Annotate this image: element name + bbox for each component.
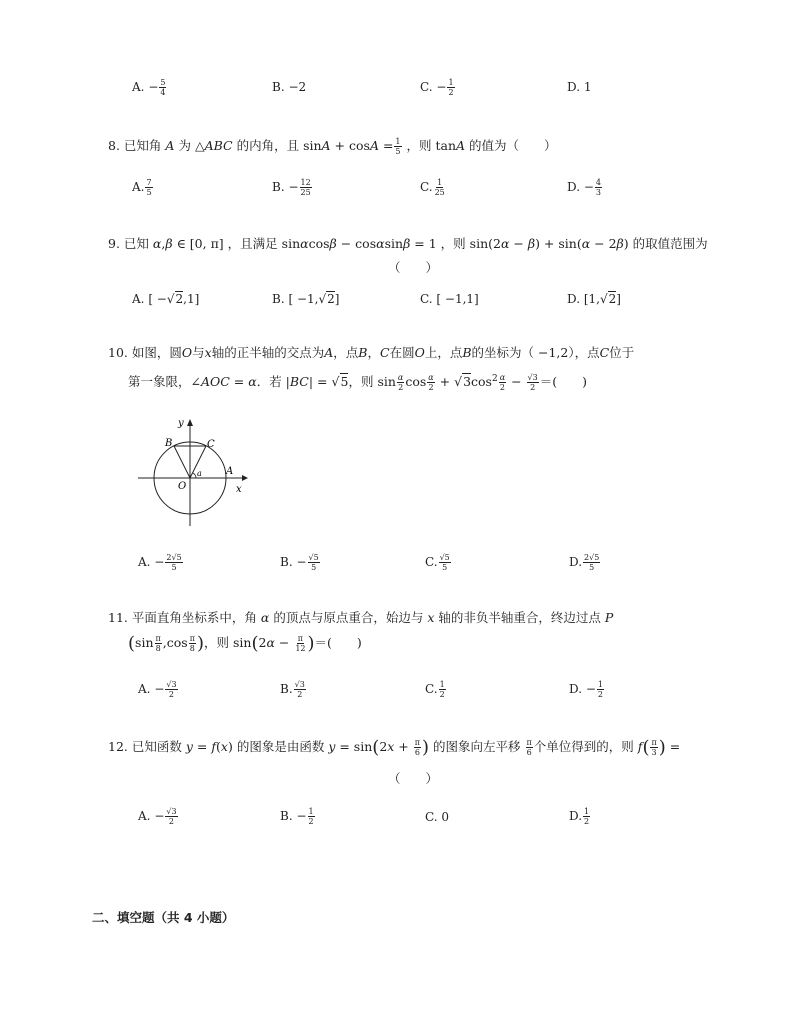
q11-option-b: B. $\frac{√3}{2}$ [280, 680, 305, 699]
question-12: 12. 已知函数 y = f(x) 的图象是由函数 y = sin(2x + $\frac{\pi}{6}$ ) 的图象向左平移 $\frac{\pi}{6}$ 个单位得到的，则 f( $\frac{\pi}{3}$ ) = [108, 737, 681, 758]
question-10-line-2: 第一象限，∠AOC = α．若 |BC| = √5，则 sin $\frac{\alpha}{2}$ cos $\frac{\alpha}{2}$ + $√3\cos^2$ $\frac{\alpha}{2}$ − $\frac{√3}{2}$ ＝( ) [128, 373, 587, 392]
q11-option-d: D. − $\frac{1}{2}$ [569, 680, 603, 699]
q8-option-d: D. − $\frac{4}{3}$ [567, 178, 601, 197]
q10-option-a: A. − $\frac{2√5}{5}$ [138, 553, 182, 572]
q9-option-c: C. [ −1,1] [420, 292, 479, 306]
q9-option-b: B. [ −1,√2] [272, 292, 340, 306]
q10-option-d: D. $\frac{2√5}{5}$ [569, 553, 600, 572]
q12-option-c: C. 0 [425, 810, 450, 824]
question-12-answer-paren: （ ） [388, 771, 439, 786]
angle-arc [193, 473, 196, 478]
y-axis-arrow [187, 419, 193, 426]
option-label: D. [567, 80, 581, 94]
q8-option-c: C. $\frac{1}{25}$ [420, 178, 445, 197]
q9-option-a: A. [ −√2,1] [132, 292, 200, 306]
q8-option-a: A. $\frac{7}{5}$ [132, 178, 152, 197]
label-o: O [178, 481, 187, 492]
q12-option-d: D. $\frac{1}{2}$ [569, 807, 590, 826]
label-a: A [226, 466, 234, 477]
q10-option-b: B. − $\frac{√5}{5}$ [280, 553, 319, 572]
label-alpha: a [197, 469, 202, 478]
question-9-answer-paren: （ ） [388, 260, 439, 275]
option-value: 1 [583, 80, 592, 94]
q8-option-b: B. − $\frac{12}{25}$ [272, 178, 311, 197]
question-10-line-1: 10. 如图，圆O与x轴的正半轴的交点为A，点B，C在圆O上，点B的坐标为（ −1,2），点C位于 [108, 345, 635, 360]
x-axis-arrow [242, 475, 248, 481]
question-11-line-2: (sin $\frac{\pi}{8}$ ,cos $\frac{\pi}{8}$ )，则 sin(2α − $\frac{\pi}{12}$ )＝( ) [128, 633, 362, 654]
question-9: 9. 已知 α,β ∈ [0, π] ，且满足 sinαcosβ − cosαsinβ = 1 ，则 sin(2α − β) + sin(α − 2β) 的取值范围为 [108, 236, 708, 251]
q11-option-c: C. $\frac{1}{2}$ [425, 680, 445, 699]
label-c: C [207, 439, 215, 450]
question-8: 8. 已知角 A 为 △ABC 的内角，且 sinA + cosA = $\frac{1}{5}$ ，则 tanA 的值为（ ） [108, 137, 557, 156]
option-label: A. [132, 80, 145, 94]
option-value: −2 [288, 80, 307, 94]
q10-circle-figure [138, 418, 250, 528]
q7-option-a: A. − $\frac{5}{4}$ [132, 78, 166, 97]
segment-ob [174, 446, 190, 478]
q10-option-c: C. $\frac{√5}{5}$ [425, 553, 450, 572]
option-label: B. [272, 80, 285, 94]
question-11-line-1: 11. 平面直角坐标系中，角 α 的顶点与原点重合，始边与 x 轴的非负半轴重合，终边过点 P [108, 610, 614, 625]
section-2-title: 二、填空题（共 4 小题） [92, 910, 235, 925]
q12-option-a: A. − $\frac{√3}{2}$ [138, 807, 177, 826]
option-label: C. [420, 80, 433, 94]
q9-option-d: D. [1,√2] [567, 292, 621, 306]
q12-option-b: B. − $\frac{1}{2}$ [280, 807, 314, 826]
q7-option-b [272, 80, 306, 94]
q11-option-a: A. − $\frac{√3}{2}$ [138, 680, 177, 699]
q7-option-d [567, 80, 591, 94]
label-x: x [236, 484, 242, 495]
label-y: y [178, 418, 184, 429]
label-b: B [165, 438, 173, 449]
q7-option-c: C. − $\frac{1}{2}$ [420, 78, 454, 97]
